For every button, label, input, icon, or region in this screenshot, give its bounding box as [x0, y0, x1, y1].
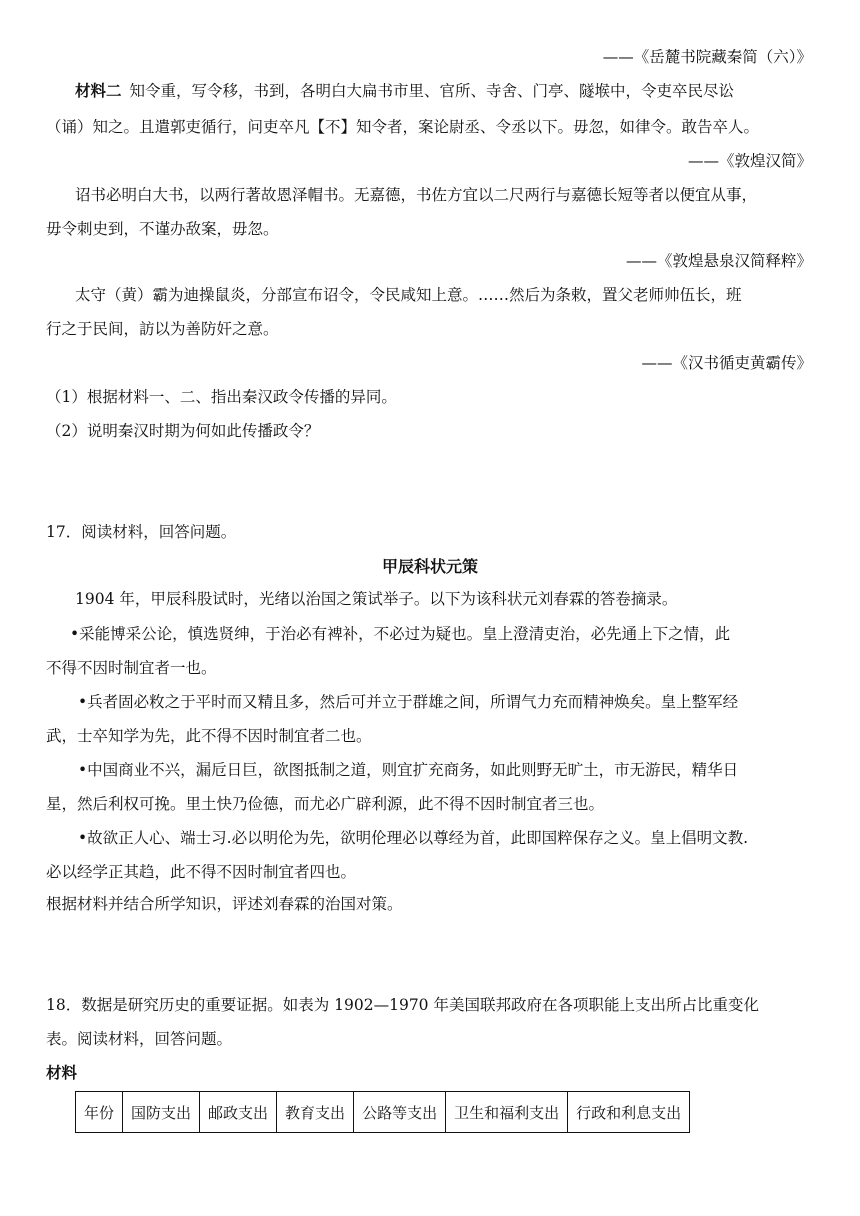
source-hanshu: ——《汉书循吏黄霸传》: [641, 354, 812, 372]
question-16-2: （2）说明秦汉时期为何如此传播政令？: [46, 422, 320, 440]
table-header-cell: 邮政支出: [200, 1092, 277, 1133]
q17-title: 甲辰科状元策: [381, 557, 478, 576]
table-header-cell: 公路等支出: [354, 1092, 446, 1133]
para3-line1: 太守（黄）霸为迪操鼠炎，分部宣布诏令，令民咸知上意。……然后为条敕，置父老师帅伍长，班: [75, 286, 742, 304]
table-header-cell: 年份: [76, 1092, 123, 1133]
q18-material-label: 材料: [46, 1064, 78, 1082]
q17-bullet4-line1: •故欲正人心、端士习.必以明伦为先，欲明伦理必以尊经为首，此即国粹保存之义。皇上倡明文教.: [78, 829, 748, 847]
q17-bullet1-line1: •采能博采公论，慎选贤绅，于治必有裨补，不必过为疑也。皇上澄清吏治，必先通上下之情，此: [70, 625, 731, 643]
q17-intro: 1904 年，甲辰科股试时，光绪以治国之策试举子。以下为该科状元刘春霖的答卷摘录。: [75, 590, 678, 608]
q17-bullet1-line2: 不得不因时制宜者一也。: [46, 659, 217, 677]
material2-text1: 知令重，写令移，书到，各明白大扁书市里、官所、寺舍、门亭、隧堠中，令吏卒民尽讼: [129, 82, 735, 100]
q18-line1: 18．数据是研究历史的重要证据。如表为 1902—1970 年美国联邦政府在各项职能上支出所占比重变化: [46, 996, 759, 1014]
table-header-cell: 国防支出: [123, 1092, 200, 1133]
q17-bullet2-line1: •兵者固必敉之于平时而又精且多，然后可并立于群雄之间，所谓气力充而精神焕矣。皇上整军经: [78, 693, 739, 711]
q18-line2: 表。阅读材料，回答问题。: [46, 1030, 233, 1048]
question-16-1: （1）根据材料一、二、指出秦汉政令传播的异同。: [46, 388, 397, 406]
table-header-cell: 卫生和福利支出: [446, 1092, 568, 1133]
question-17-stem: 17．阅读材料，回答问题。: [46, 523, 237, 541]
source-yuelu: ——《岳麓书院藏秦简（六）》: [602, 48, 812, 66]
table-header-cell: 教育支出: [277, 1092, 354, 1133]
material2-line2: （诵）知之。且遣郭吏循行，问吏卒凡【不】知令者，案论尉丞、令丞以下。毋忽，如律令。敢告卒人。: [46, 118, 760, 136]
material2-line1: [75, 80, 734, 102]
q17-question: 根据材料并结合所学知识，评述刘春霖的治国对策。: [46, 895, 403, 913]
material2-label: 材料二: [75, 82, 122, 100]
source-dunhuang: ——《敦煌汉简》: [687, 152, 812, 170]
para3-line2: 行之于民间，訪以为善防奸之意。: [46, 320, 279, 338]
source-xuanquan: ——《敦煌悬泉汉简释粹》: [625, 252, 812, 270]
expenditure-table: [75, 1091, 690, 1133]
table-header-row: [76, 1092, 690, 1133]
q17-bullet3-line1: •中国商业不兴，漏卮日巨，欲图抵制之道，则宜扩充商务，如此则野无旷土，市无游民，精华日: [78, 761, 739, 779]
q17-bullet3-line2: 星，然后利权可挽。里土快乃俭德，而尤必广辟利源，此不得不因时制宜者三也。: [46, 795, 605, 813]
para2-line2: 毋令刺史到，不谨办敌案，毋忽。: [46, 220, 279, 238]
q17-bullet4-line2: 必以经学正其趋，此不得不因时制宜者四也。: [46, 863, 357, 881]
table-header-cell: 行政和利息支出: [568, 1092, 690, 1133]
q17-bullet2-line2: 武，士卒知学为先，此不得不因时制宜者二也。: [46, 727, 372, 745]
para2-line1: 诏书必明白大书，以两行著故恩泽帽书。无嘉德，书佐方宜以二尺两行与嘉德长短等者以便宜从事，: [75, 186, 758, 204]
